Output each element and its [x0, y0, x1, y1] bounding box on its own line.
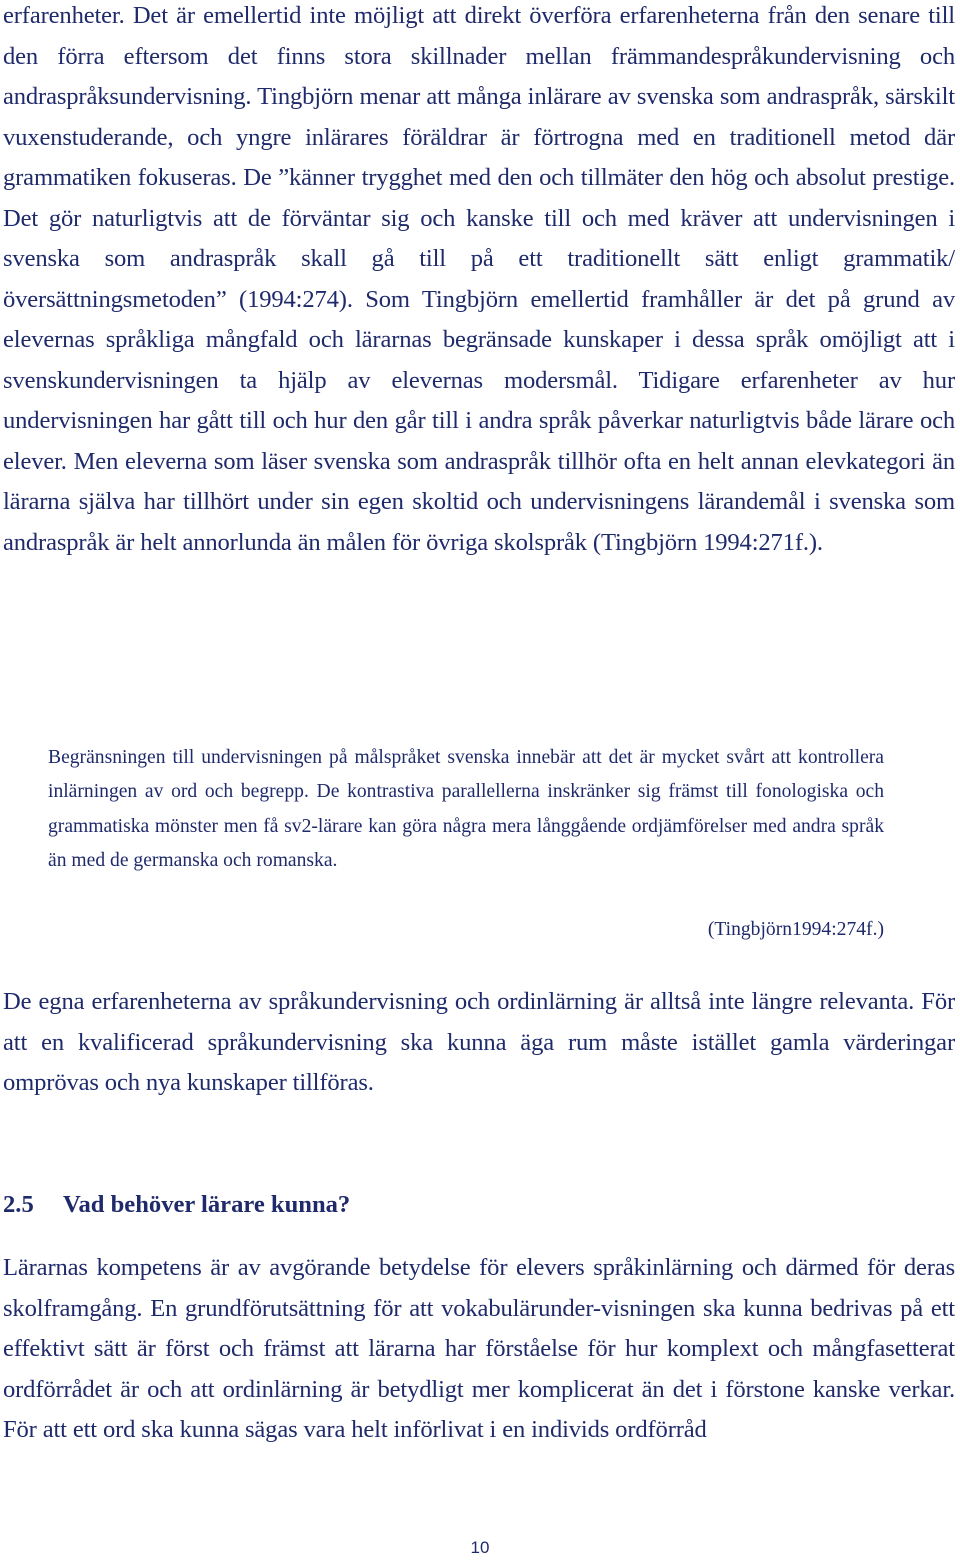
section-title: Vad behöver lärare kunna? [63, 1191, 351, 1218]
section-number: 2.5 [3, 1191, 34, 1218]
block-quote: Begränsningen till undervisningen på målspråket svenska innebär att det är mycket svårt att kontrollera inlärningen av ord och begrepp. De kontrastiva parallellerna inskränker sig främst till fonologiska och grammatiska mönster men få sv2-lärare kan göra några mera långgående ordjämförelser med andra språk än med de germanska och romanska. [48, 747, 884, 871]
body-paragraph-3: Lärarnas kompetens är av avgörande betydelse för elevers språkinlärning och därmed för deras skolframgång. En grundförutsättning för att vokabulärunder-visningen ska kunna bedrivas på ett effektivt sätt är först och främst att lärarna har förståelse för hur komplext och mångfasetterat ordförrådet är och att ordinlärning är betydligt mer komplicerat än det i förstone kanske verkar. För att ett ord ska kunna sägas vara helt införlivat i en individs ordförråd [3, 1254, 955, 1443]
body-paragraph-1: erfarenheter. Det är emellertid inte möjligt att direkt överföra erfarenheterna från den senare till den förra eftersom det finns stora skillnader mellan främmandespråkundervisning och andraspråksundervisning. Tingbjörn menar att många inlärare av svenska som andraspråk, särskilt vuxenstuderande, och yngre inlärares föräldrar är förtrogna med en traditionell metod där grammatiken fokuseras. De ”känner trygghet med den och tillmäter den hög och absolut prestige. Det gör naturligtvis att de förväntar sig och kanske till och med kräver att undervisningen i svenska som andraspråk skall gå till på ett traditionellt sätt enligt grammatik/översättningsmetoden” (1994:274). Som Tingbjörn emellertid framhåller är det på grund av elevernas språkliga mångfald och lärarnas begränsade kunskaper i dessa språk omöjligt att i svenskundervisningen ta hjälp av elevernas modersmål. Tidigare erfarenheter av hur undervisningen har gått till och hur den går till i andra språk påverkar naturligtvis både lärare och elever. Men eleverna som läser svenska som andraspråk tillhör ofta en helt annan elevkategori än lärarna själva har tillhört under sin egen skoltid och undervisningens lärandemål i svenska som andraspråk är helt annorlunda än målen för övriga skolspråk (Tingbjörn 1994:271f.). [3, 2, 955, 556]
block-quote-citation: (Tingbjörn1994:274f.) [707, 919, 884, 940]
body-paragraph-2: De egna erfarenheterna av språkundervisning och ordinlärning är alltså inte längre relevanta. För att en kvalificerad språkundervisning ska kunna äga rum måste istället gamla värderingar omprövas och nya kunskaper tillföras. [3, 988, 955, 1096]
section-heading [3, 1188, 350, 1222]
page-number: 10 [470, 1538, 490, 1557]
